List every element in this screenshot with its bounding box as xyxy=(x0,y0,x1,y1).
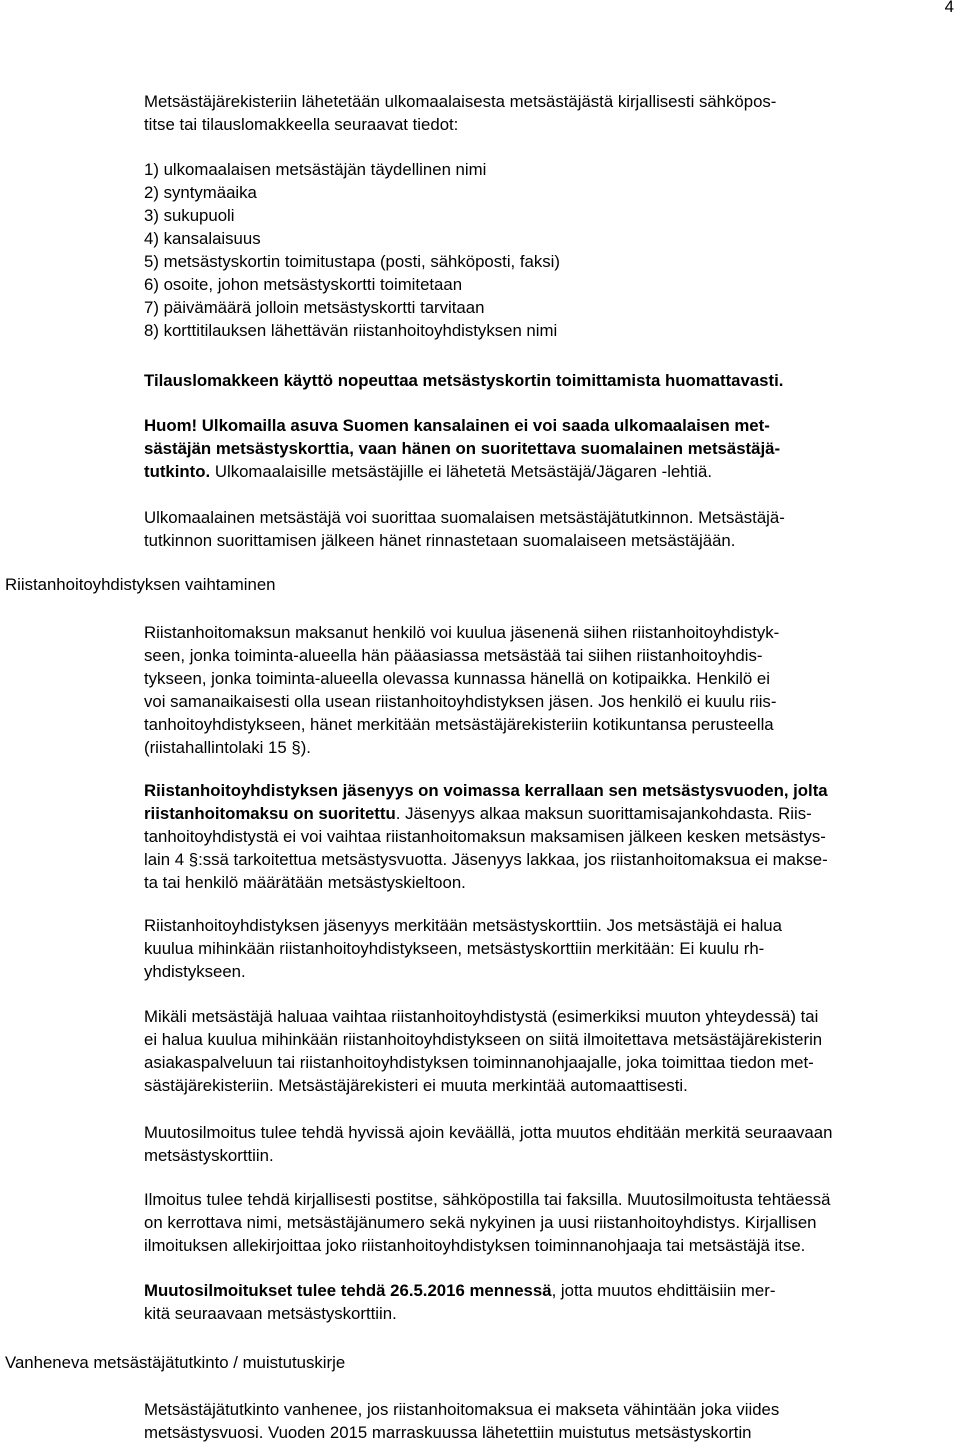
text-line: Riistanhoitomaksun maksanut henkilö voi kuulua jäsenenä siihen riistanhoitoyhdistyk- xyxy=(144,623,780,642)
bold-text: tutkinto. xyxy=(144,462,211,481)
text-line: sästäjärekisteriin. Metsästäjärekisteri ei muuta merkintää automaattisesti. xyxy=(144,1076,688,1095)
text-line: yhdistykseen. xyxy=(144,962,246,981)
text-line: voi samanaikaisesti olla usean riistanhoitoyhdistyksen jäsen. Jos henkilö ei kuulu riis- xyxy=(144,692,777,711)
text-line: kitä seuraavaan metsästyskorttiin. xyxy=(144,1304,397,1323)
list-item: 5) metsästyskortin toimitustapa (posti, sähköposti, faksi) xyxy=(144,252,560,271)
timing-paragraph xyxy=(144,1121,954,1167)
text-line: seen, jonka toiminta-alueella hän pääasiassa metsästää tai siihen riistanhoitoyhdis- xyxy=(144,646,763,665)
text-line: metsästysvuosi. Vuoden 2015 marraskuussa lähetettiin muistutus metsästyskortin xyxy=(144,1423,752,1442)
bold-text: Muutosilmoitukset tulee tehdä 26.5.2016 mennessä xyxy=(144,1281,552,1300)
section-heading-association-change: Riistanhoitoyhdistyksen vaihtaminen xyxy=(5,575,276,594)
text-line: Ulkomaalainen metsästäjä voi suorittaa suomalaisen metsästäjätutkinnon. Metsästäjä- xyxy=(144,508,785,527)
text-line: tykseen, jonka toiminta-alueella olevassa kunnassa hänellä on kotipaikka. Henkilö ei xyxy=(144,669,770,688)
text-line: ta tai henkilö määrätään metsästyskieltoon. xyxy=(144,873,466,892)
text-line: Huom! Ulkomailla asuva Suomen kansalainen ei voi saada ulkomaalaisen met- xyxy=(144,416,770,435)
text-line: tanhoitoyhdistystä ei voi vaihtaa riistanhoitomaksun maksamisen jälkeen kesken metsästys- xyxy=(144,827,826,846)
text-line: metsästyskorttiin. xyxy=(144,1146,274,1165)
card-entry-paragraph xyxy=(144,914,954,983)
list-item: 7) päivämäärä jolloin metsästyskortti tarvitaan xyxy=(144,298,485,317)
page-number: 4 xyxy=(944,0,954,16)
deadline-paragraph xyxy=(144,1279,954,1325)
bold-text: riistanhoitomaksu on suoritettu xyxy=(144,804,396,823)
list-item: 2) syntymäaika xyxy=(144,183,257,202)
text: , jotta muutos ehdittäisiin mer- xyxy=(551,1281,776,1300)
foreign-exam-paragraph xyxy=(144,506,954,552)
text-line: Metsästäjärekisteriin lähetetään ulkomaalaisesta metsästäjästä kirjallisesti sähköpos- xyxy=(144,92,777,111)
text-line: tutkinnon suorittamisen jälkeen hänet rinnastetaan suomalaiseen metsästäjään. xyxy=(144,531,736,550)
text-line: sästäjän metsästyskorttia, vaan hänen on suoritettava suomalainen metsästäjä- xyxy=(144,439,781,458)
list-item: 4) kansalaisuus xyxy=(144,229,261,248)
membership-paragraph xyxy=(144,621,954,759)
text-line: Riistanhoitoyhdistyksen jäsenyys merkitään metsästyskorttiin. Jos metsästäjä ei halua xyxy=(144,916,782,935)
text-line: Riistanhoitoyhdistyksen jäsenyys on voimassa kerrallaan sen metsästysvuoden, jolta xyxy=(144,781,828,800)
membership-validity-paragraph xyxy=(144,779,954,894)
text-line: on kerrottava nimi, metsästäjänumero sekä nykyinen ja uusi riistanhoitoyhdistys. Kirjallisen xyxy=(144,1213,817,1232)
text-line: tanhoitoyhdistykseen, hänet merkitään metsästäjärekisteriin kotikuntansa perusteella xyxy=(144,715,774,734)
text-line: (riistahallintolaki 15 §). xyxy=(144,738,311,757)
text-line: Mikäli metsästäjä haluaa vaihtaa riistanhoitoyhdistystä (esimerkiksi muuton yhteydessä) tai xyxy=(144,1007,819,1026)
text-line: kuulua mihinkään riistanhoitoyhdistykseen, metsästyskorttiin merkitään: Ei kuulu rh- xyxy=(144,939,765,958)
list-item: 3) sukupuoli xyxy=(144,206,235,225)
info-list xyxy=(144,158,954,342)
list-item: 8) korttitilauksen lähettävän riistanhoitoyhdistyksen nimi xyxy=(144,321,558,340)
list-item: 6) osoite, johon metsästyskortti toimitetaan xyxy=(144,275,463,294)
warning-paragraph xyxy=(144,414,954,483)
exam-expiry-paragraph xyxy=(144,1398,954,1444)
change-request-paragraph xyxy=(144,1005,954,1097)
intro-paragraph xyxy=(144,90,954,136)
text-line: ilmoituksen allekirjoittaa joko riistanhoitoyhdistyksen toiminnanohjaaja tai metsästäjä itse. xyxy=(144,1236,806,1255)
text: . Jäsenyys alkaa maksun suorittamisajankohdasta. Riis- xyxy=(395,804,812,823)
list-item: 1) ulkomaalaisen metsästäjän täydellinen nimi xyxy=(144,160,487,179)
text-line: Metsästäjätutkinto vanhenee, jos riistanhoitomaksua ei makseta vähintään joka viides xyxy=(144,1400,780,1419)
text-line: titse tai tilauslomakkeella seuraavat tiedot: xyxy=(144,115,459,134)
text-line: lain 4 §:ssä tarkoitettua metsästysvuotta. Jäsenyys lakkaa, jos riistanhoitomaksua ei makse- xyxy=(144,850,828,869)
notification-paragraph xyxy=(144,1188,954,1257)
text-line: Ilmoitus tulee tehdä kirjallisesti postitse, sähköpostilla tai faksilla. Muutosilmoitusta tehtäessä xyxy=(144,1190,831,1209)
text-line: Muutosilmoitus tulee tehdä hyvissä ajoin keväällä, jotta muutos ehditään merkitä seuraavaan xyxy=(144,1123,833,1142)
text-line: asiakaspalveluun tai riistanhoitoyhdistyksen toiminnanohjaajalle, joka toimittaa tiedon met- xyxy=(144,1053,814,1072)
section-heading-exam-expiry: Vanheneva metsästäjätutkinto / muistutuskirje xyxy=(5,1353,346,1372)
text-line: ei halua kuulua mihinkään riistanhoitoyhdistykseen on siitä ilmoitettava metsästäjärekisterin xyxy=(144,1030,823,1049)
text: Ulkomaalaisille metsästäjille ei lähetetä Metsästäjä/Jägaren -lehtiä. xyxy=(210,462,713,481)
order-form-note: Tilauslomakkeen käyttö nopeuttaa metsästyskortin toimittamista huomattavasti. xyxy=(144,371,784,390)
